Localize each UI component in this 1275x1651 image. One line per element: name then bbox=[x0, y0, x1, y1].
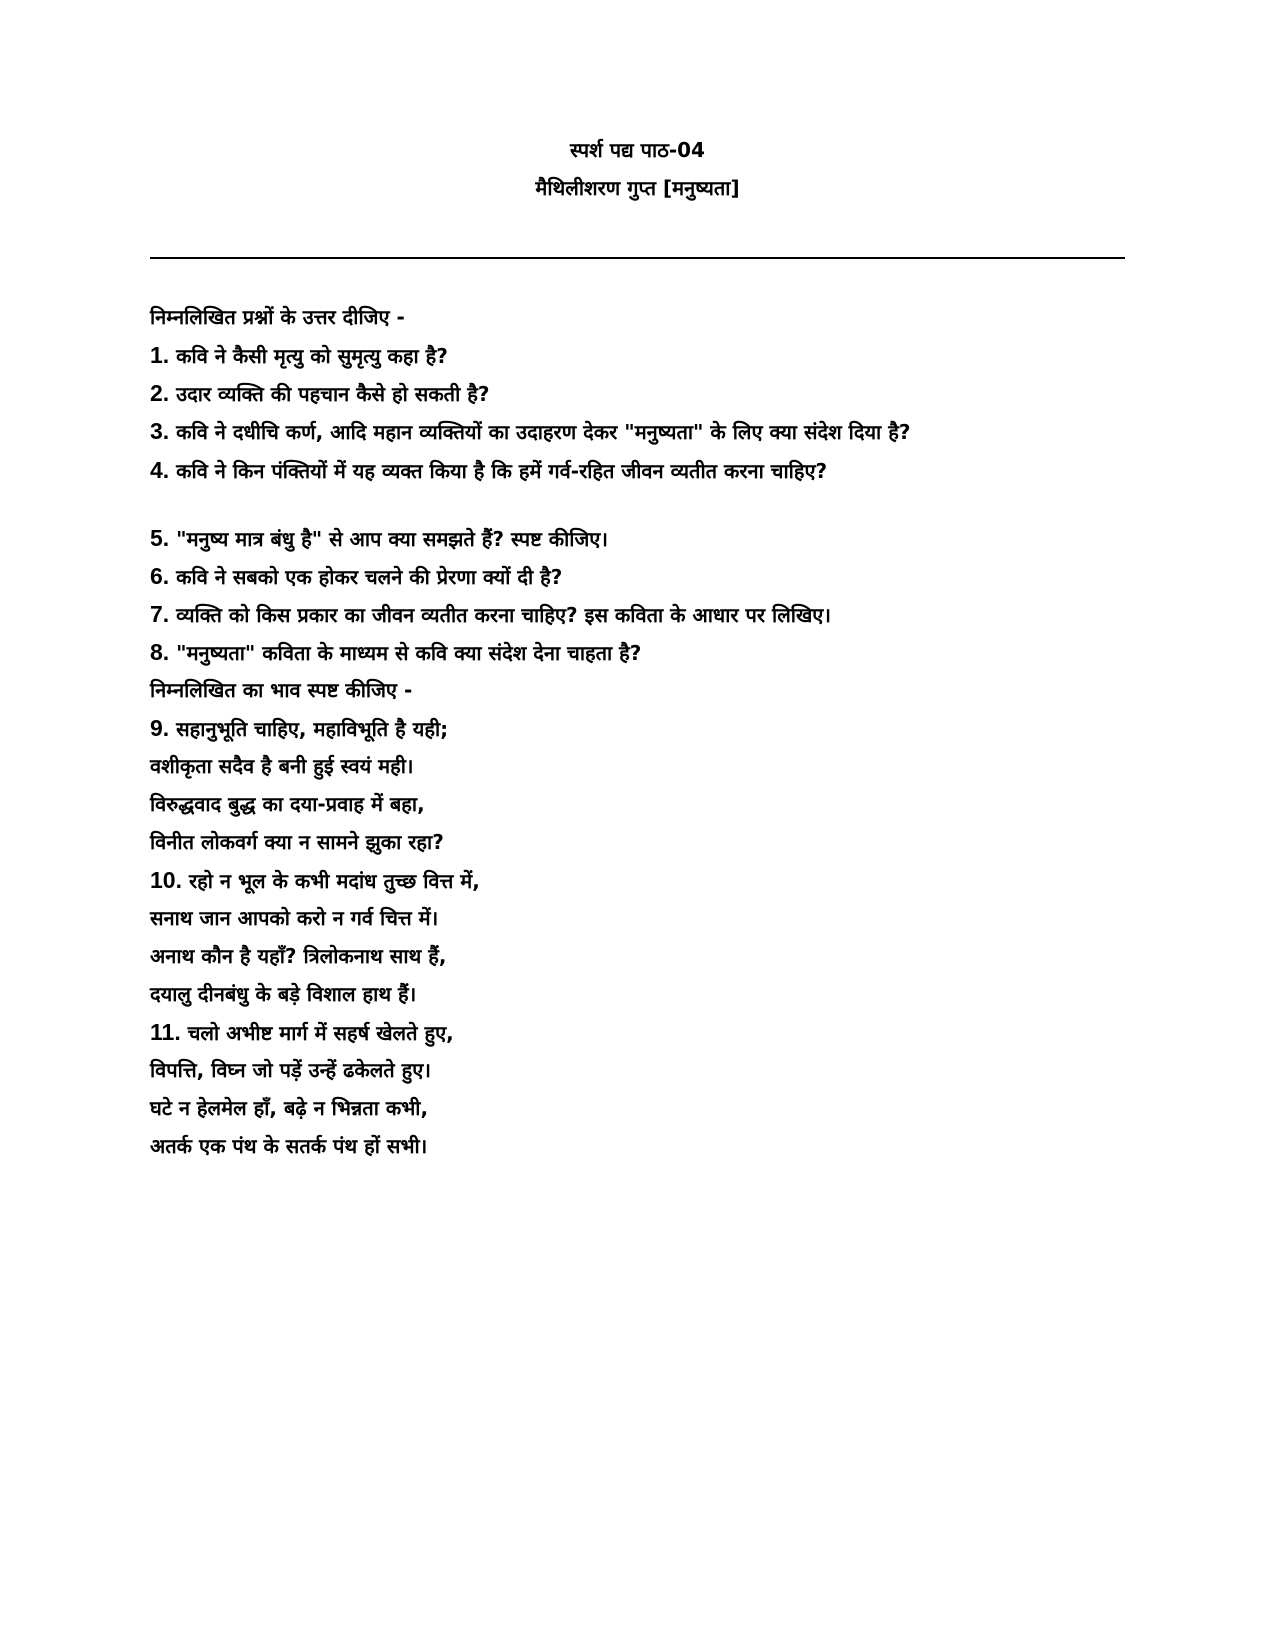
question-number: 4. bbox=[150, 457, 170, 483]
verse-11-line-2: विपत्ति, विघ्न जो पड़ें उन्हें ढकेलते हुए। bbox=[150, 1058, 431, 1082]
question-number: 7. bbox=[150, 601, 170, 627]
question-number: 1. bbox=[150, 342, 170, 368]
question-text: "मनुष्यता" कविता के माध्यम से कवि क्या संदेश देना चाहता है? bbox=[176, 641, 642, 665]
horizontal-divider bbox=[150, 257, 1125, 259]
question-text: कवि ने दधीचि कर्ण, आदि महान व्यक्तियों का उदाहरण देकर "मनुष्यता" के लिए क्या संदेश दिया है? bbox=[176, 420, 911, 444]
verse-11-line-4: अतर्क एक पंथ के सतर्क पंथ हों सभी। bbox=[150, 1134, 428, 1158]
document-body bbox=[150, 298, 1125, 1165]
verse-11-line-1 bbox=[150, 1013, 1125, 1051]
question-2 bbox=[150, 374, 1125, 412]
verse-line: चलो अभीष्ट मार्ग में सहर्ष खेलते हुए, bbox=[187, 1021, 454, 1045]
question-text: कवि ने कैसी मृत्यु को सुमृत्यु कहा है? bbox=[176, 344, 448, 368]
verse-10-line-4: दयालु दीनबंधु के बड़े विशाल हाथ हैं। bbox=[150, 982, 417, 1006]
question-4 bbox=[150, 451, 1125, 489]
verse-11-line-3: घटे न हेलमेल हाँ, बढ़े न भिन्नता कभी, bbox=[150, 1096, 429, 1120]
question-text: उदार व्यक्ति की पहचान कैसे हो सकती है? bbox=[176, 382, 490, 406]
verse-10-line-2: सनाथ जान आपको करो न गर्व चित्त में। bbox=[150, 906, 439, 930]
verse-number: 9. bbox=[150, 715, 170, 741]
question-number: 2. bbox=[150, 380, 170, 406]
question-text: व्यक्ति को किस प्रकार का जीवन व्यतीत करना चाहिए? इस कविता के आधार पर लिखिए। bbox=[176, 603, 831, 627]
verse-line: रहो न भूल के कभी मदांध तुच्छ वित्त में, bbox=[188, 869, 480, 893]
document-header bbox=[0, 131, 1275, 207]
question-6 bbox=[150, 557, 1125, 595]
question-number: 6. bbox=[150, 563, 170, 589]
verse-9-line-2: वशीकृता सदैव है बनी हुई स्वयं मही। bbox=[150, 754, 414, 778]
verse-line: सहानुभूति चाहिए, महाविभूति है यही; bbox=[176, 717, 449, 741]
paragraph-gap bbox=[150, 489, 1125, 519]
question-text: कवि ने किन पंक्तियों में यह व्यक्त किया है कि हमें गर्व-रहित जीवन व्यतीत करना चाहिए? bbox=[176, 459, 828, 483]
question-3 bbox=[150, 412, 1125, 451]
verse-10-line-3: अनाथ कौन है यहाँ? त्रिलोकनाथ साथ हैं, bbox=[150, 944, 447, 968]
question-number: 8. bbox=[150, 639, 170, 665]
question-5 bbox=[150, 519, 1125, 557]
question-7 bbox=[150, 595, 1125, 633]
question-8 bbox=[150, 633, 1125, 671]
section-heading-explain: निम्नलिखित का भाव स्पष्ट कीजिए - bbox=[150, 678, 413, 702]
verse-number: 11. bbox=[150, 1019, 181, 1045]
question-number: 5. bbox=[150, 525, 170, 551]
question-text: "मनुष्य मात्र बंधु है" से आप क्या समझते हैं? स्पष्ट कीजिए। bbox=[176, 527, 608, 551]
page-subtitle: मैथिलीशरण गुप्त [मनुष्यता] bbox=[535, 176, 740, 200]
verse-number: 10. bbox=[150, 867, 182, 893]
question-number: 3. bbox=[150, 418, 170, 444]
question-1 bbox=[150, 336, 1125, 374]
page-title: स्पर्श पद्य पाठ-04 bbox=[570, 138, 705, 162]
verse-9-line-4: विनीत लोकवर्ग क्या न सामने झुका रहा? bbox=[150, 830, 444, 854]
verse-9-line-1 bbox=[150, 709, 1125, 747]
verse-9-line-3: विरुद्धवाद बुद्ध का दया-प्रवाह में बहा, bbox=[150, 792, 425, 816]
section-heading-questions: निम्नलिखित प्रश्नों के उत्तर दीजिए - bbox=[150, 305, 405, 329]
question-text: कवि ने सबको एक होकर चलने की प्रेरणा क्यों दी है? bbox=[176, 565, 563, 589]
verse-10-line-1 bbox=[150, 861, 1125, 899]
